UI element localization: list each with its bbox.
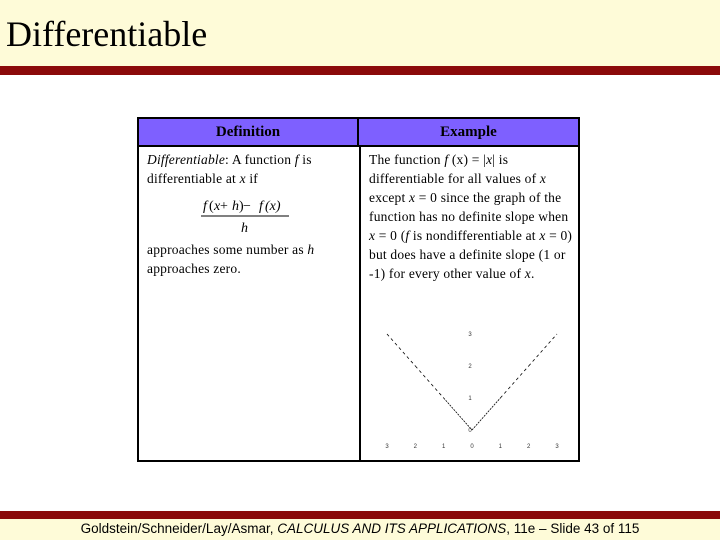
y-tick-label: 3 <box>468 332 472 338</box>
example-f2: f <box>405 228 410 243</box>
definition-text-2: is differentiable at <box>147 152 312 186</box>
x-tick-label: 3 <box>555 444 559 450</box>
definition-after-2: approaches zero. <box>147 261 241 276</box>
definition-table <box>137 117 580 462</box>
example-text <box>369 150 574 283</box>
formula-x2: (x) <box>265 199 281 214</box>
example-t5: = 0 since the graph of the function has no definite slope when <box>369 190 569 224</box>
example-x: x <box>486 152 493 167</box>
graph-segment <box>472 398 500 430</box>
example-f: f <box>444 152 449 167</box>
x-tick-label: 2 <box>526 444 531 450</box>
footer-book: CALCULUS AND ITS APPLICATIONS <box>277 521 507 536</box>
graph-segment <box>415 366 443 398</box>
definition-h: h <box>307 242 315 257</box>
x-tick-label: 0 <box>470 444 474 450</box>
definition-text-3: if <box>245 171 258 186</box>
example-x2: x <box>539 171 547 186</box>
x-tick-label: 2 <box>413 444 418 450</box>
example-t8: = 0) but does have a definite slope (1 or -1) for every other value of <box>369 228 573 281</box>
definition-text <box>147 150 352 188</box>
example-x6: x <box>524 266 531 281</box>
graph-segment <box>500 366 528 398</box>
y-tick-label: 2 <box>468 364 472 370</box>
formula-plus: + <box>220 199 228 214</box>
graph-segment <box>444 398 472 430</box>
slide-title: Differentiable <box>6 14 208 54</box>
bottom-rule <box>0 511 720 519</box>
example-t4: except <box>369 190 410 205</box>
formula-x: x <box>214 199 221 214</box>
formula-minus: − <box>243 199 251 214</box>
formula-denominator: h <box>241 221 248 236</box>
definition-continuation <box>147 240 352 278</box>
example-x4: x <box>369 228 376 243</box>
graph-segment <box>387 334 415 366</box>
x-tick-label: 1 <box>441 444 446 450</box>
example-x3: x <box>409 190 416 205</box>
definition-text-1: : A function <box>225 152 295 167</box>
formula-paren-close: ) <box>239 199 244 214</box>
definition-f: f <box>294 152 299 167</box>
formula-h: h <box>232 199 239 214</box>
formula-f1: f <box>203 199 207 214</box>
slide-footer <box>0 519 720 539</box>
example-t7: is nondifferentiable at <box>409 228 540 243</box>
y-tick-label: 1 <box>468 396 472 402</box>
formula-f2: f <box>259 199 263 214</box>
header-definition: Definition <box>139 119 359 147</box>
example-t6: = 0 ( <box>375 228 406 243</box>
example-t3: | is differentiable for all values of <box>369 152 540 186</box>
x-tick-label: 3 <box>385 444 389 450</box>
definition-x: x <box>239 171 246 186</box>
y-tick-label: 0 <box>468 428 472 434</box>
example-t9: . <box>530 266 535 281</box>
example-t2: (x) = | <box>448 152 487 167</box>
footer-suffix: , 11e – Slide 43 of 115 <box>506 521 640 536</box>
header-example: Example <box>359 119 578 147</box>
formula-paren-open: ( <box>209 199 214 214</box>
abs-value-graph <box>367 324 577 458</box>
example-t1: The function <box>369 152 445 167</box>
graph-segment <box>529 334 557 366</box>
top-rule <box>0 66 720 75</box>
definition-term: Differentiable <box>147 152 226 167</box>
x-tick-label: 1 <box>498 444 503 450</box>
difference-quotient-formula <box>199 195 299 237</box>
column-divider <box>359 147 361 460</box>
footer-prefix: Goldstein/Schneider/Lay/Asmar, <box>80 521 278 536</box>
definition-after-1: approaches some number as <box>147 242 308 257</box>
example-x5: x <box>539 228 546 243</box>
